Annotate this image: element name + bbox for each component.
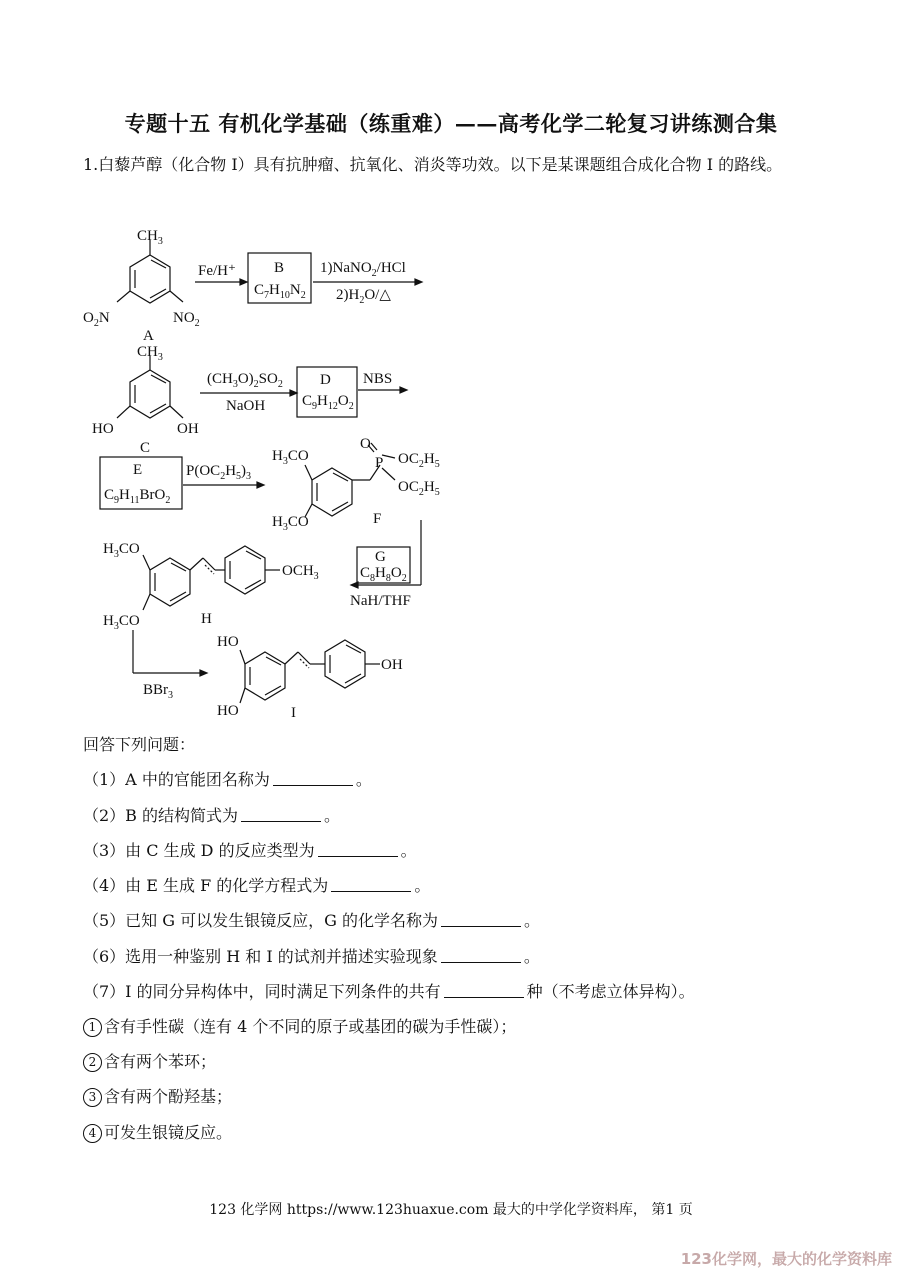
question-1: （1）A 中的官能团名称为 。: [83, 770, 372, 789]
box-b-formula: $C_7H_{10}N_2$: [254, 282, 306, 301]
compound-c-label: C: [140, 440, 151, 456]
circled-number: 1: [83, 1018, 102, 1037]
site-watermark: 123化学网，最大的化学资料库: [680, 1250, 892, 1268]
page-footer: 123 化学网 https://www.123huaxue.com 最大的中学化学资料库， 第1 页: [209, 1202, 693, 1218]
answer-blank[interactable]: [441, 912, 521, 927]
c-ho-label: HO: [92, 421, 114, 437]
h-para-methoxy: $OCH_3$: [282, 563, 319, 582]
i-ho-top: HO: [217, 634, 239, 650]
question-3: （3）由 C 生成 D 的反应类型为 。: [83, 841, 417, 860]
box-d-label: D: [320, 372, 331, 388]
condition-2: 2 含有两个苯环；: [83, 1049, 216, 1072]
box-e-label: E: [133, 462, 143, 478]
question-7: （7）I 的同分异构体中，同时满足下列条件的共有 种（不考虑立体异构）。: [83, 982, 695, 1001]
reagent-h2o: $2)H_2O/\triangle$: [336, 287, 391, 306]
circled-number: 4: [83, 1124, 102, 1143]
compound-h-label: H: [201, 611, 212, 627]
condition-3: 3 含有两个酚羟基；: [83, 1084, 232, 1107]
c-oh-label: OH: [177, 421, 199, 437]
f-ethoxy-top: $OC_2H_5$: [398, 451, 440, 470]
c-methyl-label: $CH_3$: [137, 344, 163, 363]
i-oh-para: OH: [381, 657, 403, 673]
reagent-fe-h: Fe/H⁺: [198, 263, 236, 279]
a-nitro-right-label: $NO_2$: [173, 310, 200, 329]
i-ho-bottom: HO: [217, 703, 239, 719]
question-4: （4）由 E 生成 F 的化学方程式为 。: [83, 876, 431, 895]
h-methoxy-bottom: $H_3CO$: [103, 613, 140, 632]
box-e-formula: $C_9H_{11}BrO_2$: [104, 487, 171, 506]
box-d-formula: $C_9H_{12}O_2$: [302, 393, 354, 412]
compound-a-label: A: [143, 328, 154, 344]
answer-blank[interactable]: [444, 983, 524, 998]
question-6: （6）选用一种鉴别 H 和 I 的试剂并描述实验现象 。: [83, 947, 540, 966]
box-g-label: G: [375, 549, 386, 565]
a-nitro-left-label: $O_2N$: [83, 310, 110, 329]
reagent-bbr3: BBr$_3$: [143, 682, 174, 701]
question-2: （2）B 的结构简式为 。: [83, 806, 341, 825]
reagent-nah-thf: NaH/THF: [350, 593, 411, 609]
f-oxo-label: O: [360, 436, 371, 452]
f-phosphorus-label: P: [375, 455, 384, 471]
circled-number: 2: [83, 1053, 102, 1072]
page-title: 专题十五 有机化学基础（练重难）——高考化学二轮复习讲练测合集: [124, 111, 778, 136]
answer-blank[interactable]: [318, 842, 398, 857]
f-methoxy-top: $H_3CO$: [272, 448, 309, 467]
h-methoxy-top: $H_3CO$: [103, 541, 140, 560]
answer-blank[interactable]: [241, 807, 321, 822]
circled-number: 3: [83, 1088, 102, 1107]
answer-blank[interactable]: [441, 948, 521, 963]
f-methoxy-bottom: $H_3CO$: [272, 514, 309, 533]
compound-f-label: F: [373, 511, 382, 527]
answer-prompt: 回答下列问题：: [83, 735, 196, 754]
condition-4: 4 可发生银镜反应。: [83, 1120, 232, 1143]
a-methyl-label: $CH_3$: [137, 228, 163, 247]
answer-blank[interactable]: [331, 877, 411, 892]
reagent-nbs: NBS: [363, 371, 393, 387]
reagent-naoh: NaOH: [226, 398, 266, 414]
box-g-formula: $C_8H_8O_2$: [360, 565, 407, 584]
reagent-nano2: 1)NaNO$_2$/HCl: [320, 260, 406, 279]
compound-i-label: I: [291, 705, 296, 721]
box-b-label: B: [274, 260, 285, 276]
answer-blank[interactable]: [273, 771, 353, 786]
reagent-dimethyl-sulfate: $(CH_3O)_2SO_2$: [207, 371, 283, 390]
condition-1: 1 含有手性碳（连有 4 个不同的原子或基团的碳为手性碳）；: [83, 1014, 516, 1037]
reagent-triethyl-phosphite: $P(OC_2H_5)_3$: [186, 463, 252, 482]
question-intro: 1.白藜芦醇（化合物 I）具有抗肿瘤、抗氧化、消炎等功效。以下是某课题组合成化合物 I 的路线。: [83, 155, 783, 174]
question-5: （5）已知 G 可以发生银镜反应，G 的化学名称为 。: [83, 911, 541, 930]
f-ethoxy-bottom: $OC_2H_5$: [398, 479, 440, 498]
